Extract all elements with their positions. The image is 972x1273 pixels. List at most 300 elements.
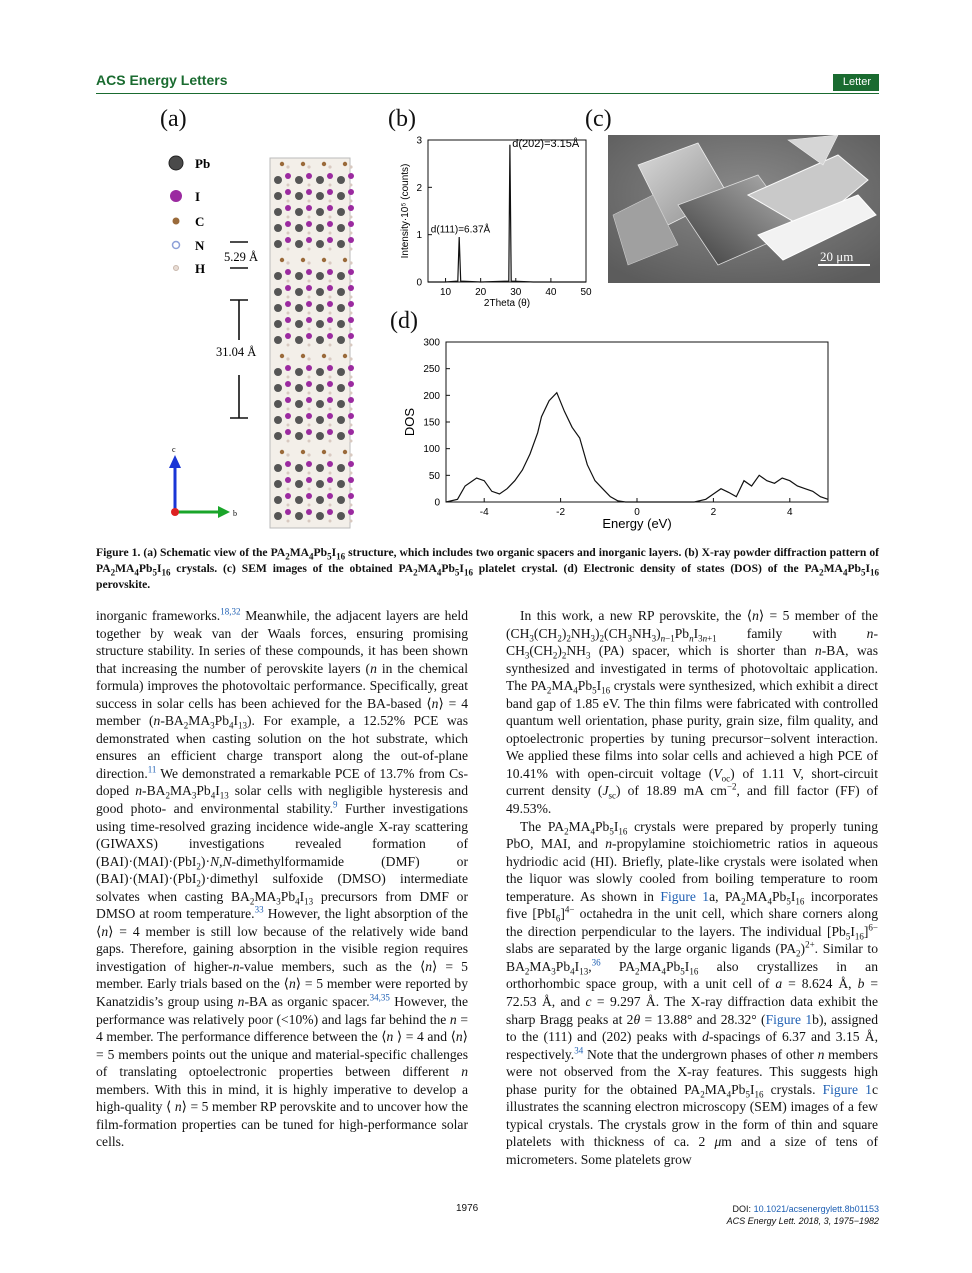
h-atom xyxy=(287,216,290,219)
i-atom xyxy=(285,477,291,483)
c-atom xyxy=(322,450,326,454)
panel-c-label: (c) xyxy=(585,106,612,132)
y-tick-label: 150 xyxy=(423,417,440,429)
h-atom xyxy=(329,200,332,203)
i-atom xyxy=(306,221,312,227)
pb-atom xyxy=(274,416,282,424)
h-atom xyxy=(287,312,290,315)
h-atom xyxy=(308,472,311,475)
panel-a-structure xyxy=(150,100,360,530)
h-atom xyxy=(329,248,332,251)
i-atom xyxy=(306,237,312,243)
pb-atom xyxy=(337,336,345,344)
pb-atom xyxy=(295,320,303,328)
pb-atom xyxy=(337,192,345,200)
h-atom xyxy=(308,200,311,203)
h-atom xyxy=(286,165,289,168)
h-atom xyxy=(329,472,332,475)
i-atom xyxy=(285,221,291,227)
paragraph-left: inorganic frameworks.$^{18,32}$ Meanwhile, the adjacent layers are held together by weak van der Waals forces, ensuring promising structure stability. In series of these compounds, it has been shown that increasing the number of perovskite layers (n in the chemical formula) improves the photovoltaic performance. Specifically, great success in solar cells has been achieved for the BA-based ⟨n⟩ = 4 member $(n-BA_2MA_3Pb_4I_{13})$. For example, a 12.52% PCE was demonstrated when casting solution on the hot substrate, which ensures an efficient charge transport along the out-of-plane direction.$^{11}$ We demonstrated a remarkable PCE of 13.7% from Cs-doped $n-BA_2MA_3Pb_4I_{13}$ solar cells with negligible hysteresis and good photo- and environmental stability.$^9$ Further investigations using time-resolved grazing incidence wide-angle X-ray scattering (GIWAXS) investigations revealed formation of (BAI)·(MAI)·(PbI$_2$)·N,N-dimethylformamide (DMF) or (BAI)·(MAI)·(PbI$_2$)·dimethyl sulfoxide (DMSO) intermediate solvates when casting $BA_2MA_3Pb_4I_{13}$ precursors from DMF or DMSO at room temperature.$^{33}$ However, the light absorption of the ⟨n⟩ = 4 member is still low because of the relatively wide band gaps. Therefore, gaining absorption in the visible region requires investigation of higher-n-value members, such as the ⟨n⟩ = 5 member. Early trials based on the ⟨n⟩ = 5 member were reported by Kanatzidis’s group using n-BA as organic spacer.$^{34,35}$ However, the performance was relatively poor (<10%) and lags far behind the n = 4 member. The performance difference between the ⟨n ⟩ = 4 and ⟨n⟩ = 5 members points out the unique and material-specific challenges of translating optoelectronic properties between different n members. With this in mind, it is highly imperative to develop a high-quality ⟨ n⟩ = 5 member RP perovskite and to uncover how the film-formation properties can be tuned for high-performance solar cells. xyxy=(96,606,469,1150)
h-atom xyxy=(308,296,311,299)
i-atom xyxy=(327,477,333,483)
paragraph-right-2: The $PA_2MA_4Pb_5I_{16}$ crystals were prepared by properly tuning PbO, MAI, and n-propylamine stoichiometric ratios in aqueous hydriodic acid (HI). Briefly, plate-like crystals were isolated when the liquor was slowly cooled from boiling temperature to room temperature. As shown in Figure 1a, $PA_2MA_4Pb_5I_{16}$ incorporates five $[PbI_6]^{4-}$ octahedra in the unit cell, which share corners along the direction perpendicular to the layers. The individual $[Pb_5I_{16}]^{6-}$ slabs are separated by the large organic ligands $(PA_2)^{2+}$. Similar to $BA_2MA_3Pb_4I_{13},^{36}$ $PA_2MA_4Pb_5I_{16}$ also crystallizes in an orthorhombic space group, with a unit cell of a = 8.624 Å, b = 72.53 Å, and c = 9.297 Å. The X-ray diffraction data exhibit the sharp Bragg peaks at 2θ = 13.88° and 28.32° (Figure 1b), assigned to the (111) and (202) peaks with d-spacings of 6.37 and 3.15 Å, respectively.$^{34}$ Note that the undergrown phases of other n members were not observed from the X-ray features. This suggests high phase purity for the obtained $PA_2MA_4Pb_5I_{16}$ crystals. Figure 1c illustrates the scanning electron microscopy (SEM) images of a few typical crystals. The crystals grow in the form of thin and square platelets with thickness of ca. 2 μm and a size of tens of micrometers. Some platelets grow xyxy=(506,818,879,1167)
legend-i: I xyxy=(195,189,201,204)
legend-c: C xyxy=(195,214,205,229)
c-atom xyxy=(343,162,347,166)
legend-pb: Pb xyxy=(195,156,211,171)
i-atom xyxy=(327,269,333,275)
pb-atom xyxy=(274,464,282,472)
i-atom xyxy=(285,317,291,323)
pb-atom xyxy=(274,176,282,184)
i-atom xyxy=(306,205,312,211)
pb-atom xyxy=(295,368,303,376)
citation: ACS Energy Lett. 2018, 3, 1975−1982 xyxy=(726,1216,879,1226)
i-atom xyxy=(285,205,291,211)
pb-atom xyxy=(337,288,345,296)
i-atom xyxy=(306,429,312,435)
pb-atom xyxy=(337,176,345,184)
c-atom xyxy=(301,162,305,166)
scale-bar-label: 20 μm xyxy=(820,249,854,264)
x-tick-label: -4 xyxy=(479,507,489,518)
y-tick-label: 100 xyxy=(423,444,440,456)
i-atom xyxy=(306,285,312,291)
i-atom xyxy=(348,269,354,275)
x-tick-label: 20 xyxy=(475,287,487,298)
pb-atom xyxy=(316,464,324,472)
series-line xyxy=(446,393,828,502)
figure-1 xyxy=(150,100,880,540)
h-atom xyxy=(350,392,353,395)
y-tick-label: 50 xyxy=(428,470,440,482)
i-atom xyxy=(327,365,333,371)
h-atom xyxy=(287,296,290,299)
h-atom xyxy=(350,520,353,523)
i-atom xyxy=(306,413,312,419)
c-atom xyxy=(280,354,284,358)
h-atom xyxy=(308,248,311,251)
i-atom xyxy=(348,285,354,291)
h-atom xyxy=(328,165,331,168)
pb-atom xyxy=(295,496,303,504)
i-atom xyxy=(285,509,291,515)
i-atom xyxy=(306,333,312,339)
h-atom xyxy=(287,472,290,475)
h-atom xyxy=(287,392,290,395)
pb-atom xyxy=(337,368,345,376)
h-atom xyxy=(349,453,352,456)
h-atom xyxy=(329,216,332,219)
i-atom xyxy=(306,493,312,499)
i-atom xyxy=(306,269,312,275)
plot-frame xyxy=(446,342,828,502)
h-atom xyxy=(307,357,310,360)
h-atom xyxy=(287,376,290,379)
h-atom xyxy=(287,248,290,251)
h-atom xyxy=(350,248,353,251)
y-tick-label: 250 xyxy=(423,364,440,376)
h-atom xyxy=(287,184,290,187)
h-atom xyxy=(329,232,332,235)
h-atom xyxy=(287,280,290,283)
x-axis-label: 2Theta (θ) xyxy=(483,298,531,309)
atom-legend xyxy=(169,156,210,276)
h-atom xyxy=(350,424,353,427)
doi-link[interactable]: 10.1021/acsenergylett.8b01153 xyxy=(753,1204,879,1214)
x-tick-label: 10 xyxy=(439,287,452,298)
h-atom xyxy=(308,312,311,315)
pb-atom xyxy=(316,272,324,280)
n-legend-atom xyxy=(173,242,180,249)
h-atom xyxy=(329,280,332,283)
i-atom xyxy=(285,301,291,307)
c-atom xyxy=(280,450,284,454)
pb-atom xyxy=(316,176,324,184)
h-atom xyxy=(329,488,332,491)
journal-name: ACS Energy Letters xyxy=(96,72,228,88)
pb-atom xyxy=(295,480,303,488)
pb-atom xyxy=(274,336,282,344)
i-atom xyxy=(306,365,312,371)
h-atom xyxy=(329,312,332,315)
h-atom xyxy=(350,408,353,411)
i-atom xyxy=(285,461,291,467)
h-atom xyxy=(287,200,290,203)
i-atom xyxy=(285,397,291,403)
x-tick-label: 0 xyxy=(634,507,640,518)
panel-d-label: (d) xyxy=(390,308,418,334)
pb-atom xyxy=(274,400,282,408)
i-atom xyxy=(285,413,291,419)
h-atom xyxy=(329,504,332,507)
i-atom xyxy=(327,317,333,323)
doi-prefix: DOI: xyxy=(732,1204,754,1214)
i-atom xyxy=(327,221,333,227)
c-atom xyxy=(301,354,305,358)
c-atom xyxy=(280,258,284,262)
i-atom xyxy=(348,301,354,307)
h-atom xyxy=(350,328,353,331)
i-atom xyxy=(306,397,312,403)
pb-atom xyxy=(316,384,324,392)
body-column-right xyxy=(506,607,878,1169)
i-atom xyxy=(327,381,333,387)
h-atom xyxy=(287,232,290,235)
i-atom xyxy=(348,205,354,211)
h-atom xyxy=(350,504,353,507)
h-atom xyxy=(307,165,310,168)
i-atom xyxy=(348,381,354,387)
i-atom xyxy=(327,205,333,211)
h-atom xyxy=(350,232,353,235)
y-tick-label: 3 xyxy=(416,135,422,147)
i-atom xyxy=(285,493,291,499)
i-atom xyxy=(306,301,312,307)
pb-atom xyxy=(337,272,345,280)
i-atom xyxy=(285,173,291,179)
h-atom xyxy=(329,376,332,379)
h-atom xyxy=(287,424,290,427)
pb-atom xyxy=(337,304,345,312)
axis-b-label: b xyxy=(233,509,237,518)
i-atom xyxy=(285,285,291,291)
i-atom xyxy=(285,365,291,371)
c-atom xyxy=(322,258,326,262)
i-atom xyxy=(348,221,354,227)
pb-atom xyxy=(274,320,282,328)
h-atom xyxy=(287,488,290,491)
xrd-plot xyxy=(400,136,592,310)
h-atom xyxy=(329,392,332,395)
panel-a-label: (a) xyxy=(160,106,187,132)
h-atom xyxy=(350,184,353,187)
pb-atom xyxy=(316,208,324,216)
figure-caption xyxy=(96,545,879,592)
dim-small-label: 5.29 Å xyxy=(224,250,259,264)
h-atom xyxy=(349,165,352,168)
caption-text: (a) Schematic view of the $PA_2MA_4Pb_5I_{16}$ structure, which includes two organic spacers and inorganic layers. (b) X-ray powder diffraction pattern of $PA_2MA_4Pb_5I_{16}$ crystals. (c) SEM images of the obtained $PA_2MA_4Pb_5I_{16}$ platelet crystal. (d) Electronic density of states (DOS) of the $PA_2MA_4Pb_5I_{16}$ perovskite. xyxy=(96,546,879,591)
h-atom xyxy=(308,488,311,491)
pb-atom xyxy=(274,368,282,376)
i-atom xyxy=(285,381,291,387)
pb-atom xyxy=(337,432,345,440)
article-type-badge: Letter xyxy=(833,74,879,91)
i-atom xyxy=(348,461,354,467)
i-atom xyxy=(327,301,333,307)
pb-atom xyxy=(274,192,282,200)
c-atom xyxy=(322,354,326,358)
pb-atom xyxy=(274,224,282,232)
pb-atom xyxy=(316,192,324,200)
pb-atom xyxy=(295,272,303,280)
i-atom xyxy=(306,381,312,387)
i-atom xyxy=(348,477,354,483)
i-atom xyxy=(285,333,291,339)
h-atom xyxy=(350,296,353,299)
pb-atom xyxy=(316,512,324,520)
pb-atom xyxy=(316,336,324,344)
pb-atom xyxy=(274,304,282,312)
peak-111-label: d(111)=6.37Å xyxy=(430,224,491,236)
plot-frame xyxy=(428,140,586,282)
h-atom xyxy=(329,520,332,523)
pb-atom xyxy=(295,288,303,296)
i-atom xyxy=(348,189,354,195)
i-atom xyxy=(348,333,354,339)
pb-atom xyxy=(337,384,345,392)
pb-atom xyxy=(274,272,282,280)
h-atom xyxy=(350,200,353,203)
pb-atom xyxy=(274,480,282,488)
pb-atom xyxy=(295,464,303,472)
panel-d-dos-chart xyxy=(398,332,858,537)
c-atom xyxy=(301,258,305,262)
i-atom xyxy=(348,429,354,435)
pb-atom xyxy=(316,432,324,440)
y-tick-label: 300 xyxy=(423,337,440,349)
i-atom xyxy=(348,397,354,403)
dos-plot xyxy=(402,338,828,532)
h-atom xyxy=(287,520,290,523)
pb-atom xyxy=(295,208,303,216)
y-axis-label: Intensity·10⁵ (counts) xyxy=(400,163,411,259)
pb-atom xyxy=(337,480,345,488)
i-atom xyxy=(348,173,354,179)
x-tick-label: 2 xyxy=(710,507,717,518)
x-tick-label: 50 xyxy=(580,287,592,298)
pb-atom xyxy=(337,208,345,216)
i-atom xyxy=(285,269,291,275)
x-tick-label: -2 xyxy=(556,507,566,518)
peak-202-label: d(202)=3.15Å xyxy=(512,138,580,151)
h-atom xyxy=(328,261,331,264)
pb-atom xyxy=(295,432,303,440)
h-atom xyxy=(308,392,311,395)
h-atom xyxy=(329,328,332,331)
y-tick-label: 0 xyxy=(434,497,440,509)
i-atom xyxy=(327,237,333,243)
h-atom xyxy=(287,344,290,347)
i-atom xyxy=(285,189,291,195)
h-atom xyxy=(287,440,290,443)
panel-b-xrd-chart xyxy=(398,132,598,332)
h-atom xyxy=(308,280,311,283)
pb-atom xyxy=(274,288,282,296)
i-atom xyxy=(327,413,333,419)
paragraph-right-1: In this work, a new RP perovskite, the ⟨n⟩ = 5 member of the $(CH_3(CH_2)_2NH_3)_2(CH_3NH_3)_{n-1}Pb_nI_{3n+1}$ family with $n-CH_3(CH_2)_2NH_3$ (PA) spacer, which is shorter than n-BA, was synthesized and investigated in terms of photovoltaic application. The $PA_2MA_4Pb_5I_{16}$ crystals were synthesized, which exhibit a direct band gap of 1.85 eV. The thin films were fabricated with controlled quantum well orientation, phase purity, grain size, film quality, and optoelectronic properties by tuning precursor−solvent interaction. We applied these films into solar cells and achieved a high PCE of 10.41% with open-circuit voltage $(V_{oc})$ of 1.11 V, short-circuit current density $(J_{sc})$ of 18.89 mA $cm^{-2}$, and fill factor (FF) of 49.53%. xyxy=(506,608,878,817)
pb-atom xyxy=(337,496,345,504)
pb-atom xyxy=(274,240,282,248)
y-tick-label: 1 xyxy=(416,230,422,242)
pb-atom xyxy=(337,464,345,472)
x-tick-label: 30 xyxy=(510,287,522,298)
i-legend-atom xyxy=(170,190,182,202)
x-tick-label: 4 xyxy=(787,507,793,518)
pb-atom xyxy=(295,416,303,424)
i-atom xyxy=(348,237,354,243)
h-atom xyxy=(349,261,352,264)
footer-doi xyxy=(727,1203,879,1227)
c-atom xyxy=(280,162,284,166)
i-atom xyxy=(348,509,354,515)
pb-atom xyxy=(316,416,324,424)
x-tick-label: 40 xyxy=(545,287,557,298)
h-atom xyxy=(329,296,332,299)
i-atom xyxy=(327,333,333,339)
h-atom xyxy=(329,440,332,443)
pb-atom xyxy=(337,320,345,328)
pb-atom xyxy=(295,192,303,200)
h-atom xyxy=(308,408,311,411)
axis-c-label: c xyxy=(172,445,176,454)
h-atom xyxy=(308,440,311,443)
i-atom xyxy=(306,461,312,467)
pb-atom xyxy=(295,176,303,184)
pb-atom xyxy=(316,320,324,328)
h-atom xyxy=(308,232,311,235)
series-line xyxy=(428,145,586,282)
h-atom xyxy=(308,344,311,347)
c-atom xyxy=(343,258,347,262)
pb-atom xyxy=(337,400,345,408)
pb-atom xyxy=(295,384,303,392)
h-atom xyxy=(308,216,311,219)
pb-legend-atom xyxy=(169,156,183,170)
pb-atom xyxy=(316,240,324,248)
i-atom xyxy=(285,429,291,435)
c-atom xyxy=(301,450,305,454)
h-atom xyxy=(286,357,289,360)
pb-atom xyxy=(295,400,303,408)
h-atom xyxy=(350,488,353,491)
h-atom xyxy=(308,520,311,523)
i-atom xyxy=(306,477,312,483)
caption-label: Figure 1. xyxy=(96,546,141,559)
i-atom xyxy=(285,237,291,243)
h-atom xyxy=(350,312,353,315)
c-atom xyxy=(343,354,347,358)
h-atom xyxy=(286,261,289,264)
i-atom xyxy=(327,285,333,291)
i-atom xyxy=(348,493,354,499)
pb-atom xyxy=(295,240,303,248)
x-axis-label: Energy (eV) xyxy=(602,516,672,531)
h-atom xyxy=(307,261,310,264)
pb-atom xyxy=(274,384,282,392)
i-atom xyxy=(327,189,333,195)
pb-atom xyxy=(295,512,303,520)
i-atom xyxy=(327,397,333,403)
pb-atom xyxy=(316,480,324,488)
h-atom xyxy=(350,216,353,219)
pb-atom xyxy=(274,512,282,520)
i-atom xyxy=(327,509,333,515)
pb-atom xyxy=(274,432,282,440)
y-axis-label: DOS xyxy=(402,407,417,437)
h-atom xyxy=(308,376,311,379)
pb-atom xyxy=(295,336,303,344)
h-atom xyxy=(308,184,311,187)
i-atom xyxy=(306,189,312,195)
pb-atom xyxy=(316,496,324,504)
legend-h: H xyxy=(195,261,206,276)
h-atom xyxy=(287,504,290,507)
pb-atom xyxy=(337,240,345,248)
page-number: 1976 xyxy=(456,1203,479,1214)
h-atom xyxy=(329,344,332,347)
pb-atom xyxy=(295,224,303,232)
y-tick-label: 2 xyxy=(416,182,422,194)
h-atom xyxy=(329,424,332,427)
h-atom xyxy=(286,453,289,456)
h-atom xyxy=(350,280,353,283)
i-atom xyxy=(348,365,354,371)
h-atom xyxy=(329,408,332,411)
h-atom xyxy=(328,453,331,456)
i-atom xyxy=(306,509,312,515)
i-atom xyxy=(306,173,312,179)
i-atom xyxy=(327,461,333,467)
c-atom xyxy=(343,450,347,454)
i-atom xyxy=(306,317,312,323)
dim-large-label: 31.04 Å xyxy=(216,345,257,359)
h-atom xyxy=(350,376,353,379)
c-atom xyxy=(322,162,326,166)
pb-atom xyxy=(337,224,345,232)
body-column-left xyxy=(96,607,468,1151)
pb-atom xyxy=(316,400,324,408)
